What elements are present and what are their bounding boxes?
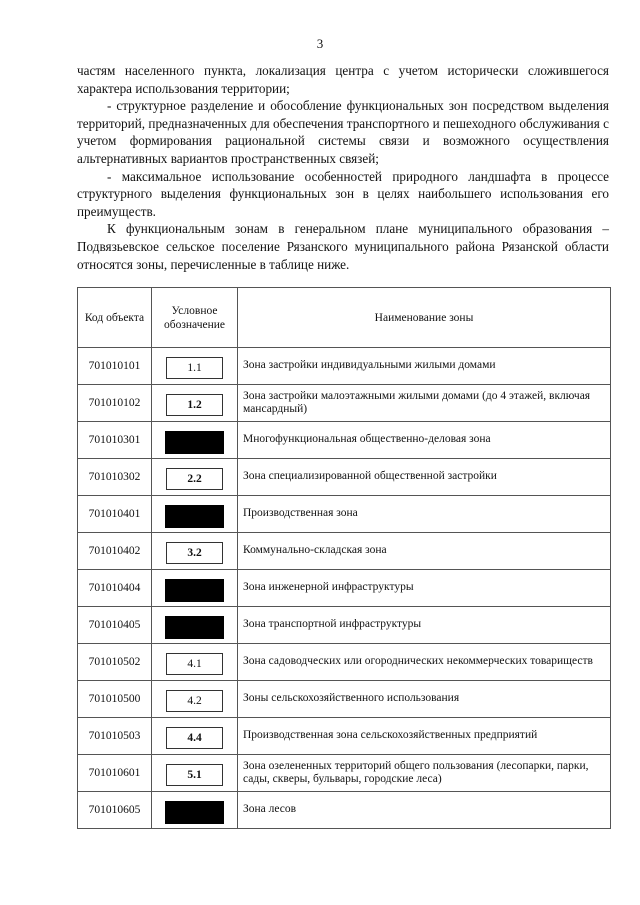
legend-symbol-cell	[152, 533, 238, 570]
legend-symbol-filled	[165, 801, 224, 824]
object-code: 701010302	[78, 459, 152, 496]
legend-symbol-cell	[152, 792, 238, 829]
paragraph: К функциональным зонам в генеральном плане муниципального образования – Подвязьевское сельское поселение Рязанского муниципального района Рязанской области относятся зоны, перечисленные в таблице ниже.	[77, 221, 609, 272]
legend-symbol-cell	[152, 348, 238, 385]
legend-symbol: 1.1	[166, 357, 223, 379]
legend-symbol-cell	[152, 755, 238, 792]
object-code: 701010500	[78, 681, 152, 718]
table-row	[78, 607, 611, 644]
zone-name: Зона застройки индивидуальными жилыми домами	[238, 348, 611, 385]
legend-symbol-cell	[152, 681, 238, 718]
paragraph: - максимальное использование особенностей природного ландшафта в процессе структурного выделения функциональных зон в целях наибольшего использования его преимуществ.	[77, 168, 609, 219]
table-row	[78, 755, 611, 792]
legend-symbol: 4.2	[166, 690, 223, 712]
legend-symbol: 4.1	[166, 653, 223, 675]
zone-name: Производственная зона	[238, 496, 611, 533]
header-symbol: Условное обозначение	[152, 288, 238, 348]
object-code: 701010404	[78, 570, 152, 607]
object-code: 701010102	[78, 385, 152, 422]
table-row	[78, 681, 611, 718]
table-row	[78, 385, 611, 422]
table-row	[78, 570, 611, 607]
paragraph: - структурное разделение и обособление функциональных зон посредством выделения территорий, предназначенных для обеспечения транспортного и пешеходного обслуживания с учетом формирования рациональной системы связи и возможного осуществления альтернативных вариантов пространственных связей;	[77, 98, 609, 166]
legend-symbol-cell	[152, 422, 238, 459]
legend-symbol: 4.4	[166, 727, 223, 749]
table-row	[78, 422, 611, 459]
object-code: 701010401	[78, 496, 152, 533]
zones-table	[77, 287, 611, 829]
zone-name: Зона лесов	[238, 792, 611, 829]
legend-symbol-cell	[152, 718, 238, 755]
table-row	[78, 718, 611, 755]
legend-symbol: 2.2	[166, 468, 223, 490]
table-row	[78, 348, 611, 385]
object-code: 701010503	[78, 718, 152, 755]
object-code: 701010402	[78, 533, 152, 570]
zone-name: Коммунально-складская зона	[238, 533, 611, 570]
legend-symbol-cell	[152, 570, 238, 607]
body-text	[77, 62, 609, 273]
paragraph: частям населенного пункта, локализация центра с учетом исторически сложившегося характера использования территории;	[77, 63, 609, 96]
zone-name: Зона озелененных территорий общего пользования (лесопарки, парки, сады, скверы, бульвары, городские леса)	[238, 755, 611, 792]
zone-name: Производственная зона сельскохозяйственных предприятий	[238, 718, 611, 755]
object-code: 701010101	[78, 348, 152, 385]
object-code: 701010301	[78, 422, 152, 459]
legend-symbol: 1.2	[166, 394, 223, 416]
zone-name: Зоны сельскохозяйственного использования	[238, 681, 611, 718]
table-row	[78, 792, 611, 829]
legend-symbol-filled	[165, 616, 224, 639]
table-row	[78, 496, 611, 533]
zone-name: Многофункциональная общественно-деловая зона	[238, 422, 611, 459]
object-code: 701010502	[78, 644, 152, 681]
legend-symbol-cell	[152, 459, 238, 496]
legend-symbol-filled	[165, 579, 224, 602]
object-code: 701010405	[78, 607, 152, 644]
table-row	[78, 459, 611, 496]
table-row	[78, 644, 611, 681]
table-header-row	[78, 288, 611, 348]
legend-symbol-cell	[152, 644, 238, 681]
page-number: 3	[316, 36, 324, 51]
legend-symbol: 3.2	[166, 542, 223, 564]
object-code: 701010601	[78, 755, 152, 792]
object-code: 701010605	[78, 792, 152, 829]
zone-name: Зона инженерной инфраструктуры	[238, 570, 611, 607]
zone-name: Зона застройки малоэтажными жилыми домами (до 4 этажей, включая мансардный)	[238, 385, 611, 422]
zone-name: Зона транспортной инфраструктуры	[238, 607, 611, 644]
zone-name: Зона садоводческих или огороднических некоммерческих товариществ	[238, 644, 611, 681]
legend-symbol-cell	[152, 385, 238, 422]
table-row	[78, 533, 611, 570]
legend-symbol-cell	[152, 496, 238, 533]
zone-name: Зона специализированной общественной застройки	[238, 459, 611, 496]
legend-symbol-cell	[152, 607, 238, 644]
legend-symbol-filled	[165, 505, 224, 528]
legend-symbol-filled	[165, 431, 224, 454]
header-code: Код объекта	[78, 288, 152, 348]
legend-symbol: 5.1	[166, 764, 223, 786]
header-zone-name: Наименование зоны	[238, 288, 611, 348]
